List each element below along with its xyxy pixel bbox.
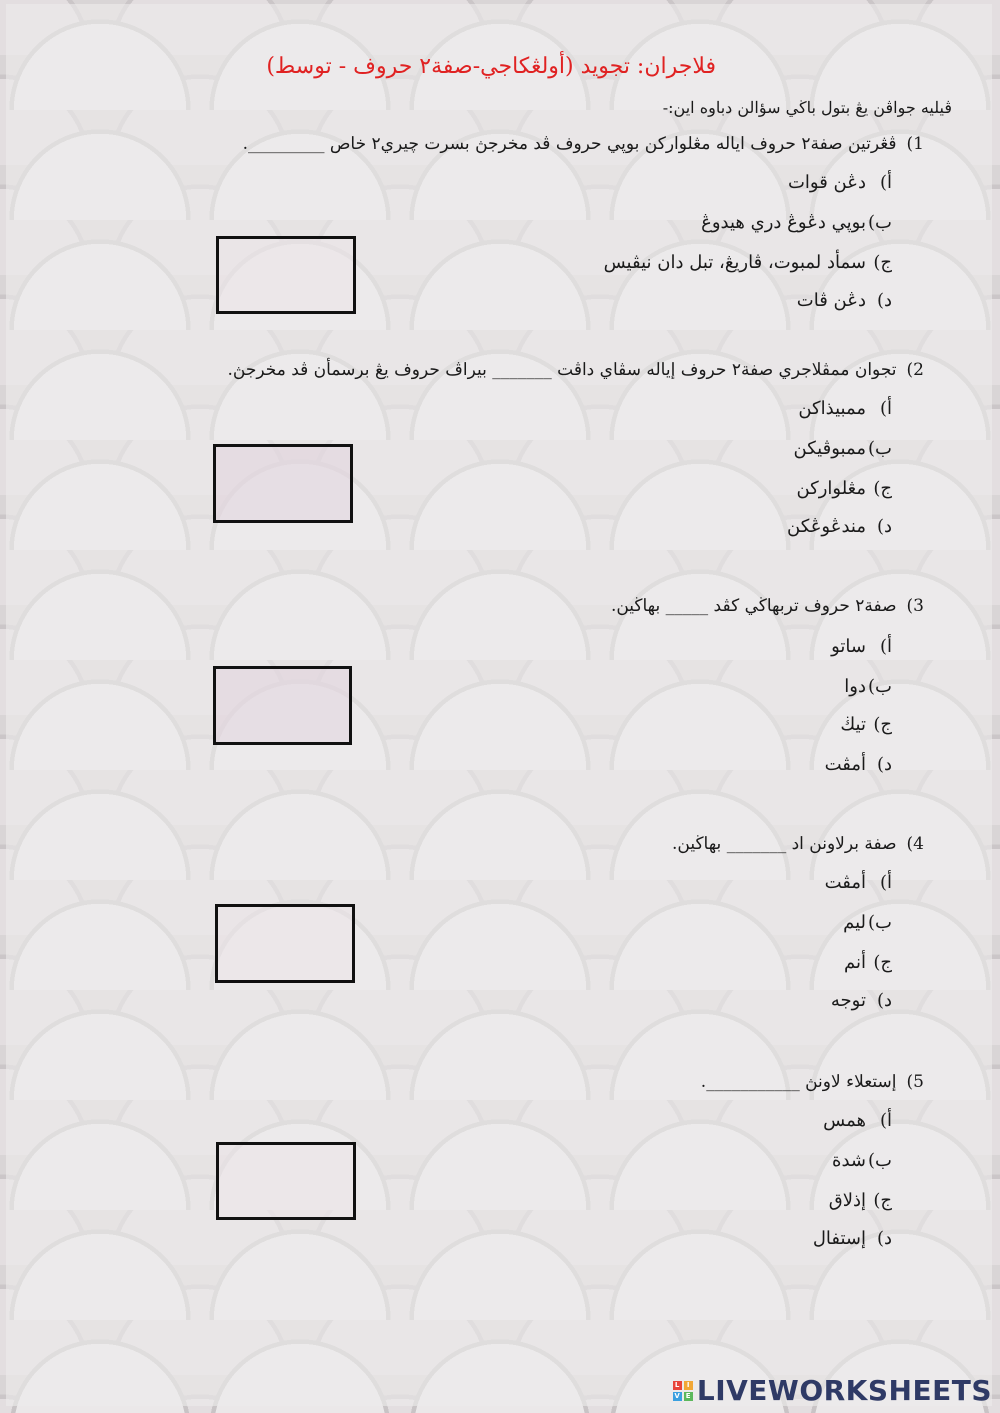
question-number: 1) <box>906 134 924 154</box>
option-q4-b <box>843 912 892 933</box>
option-letter: ج) <box>873 1190 892 1211</box>
option-q3-a <box>831 636 892 657</box>
option-text: توجه <box>830 990 866 1011</box>
option-q2-c <box>796 478 892 499</box>
option-letter: ج) <box>873 478 892 499</box>
option-q2-b <box>794 438 892 459</box>
logo-icon <box>673 1381 693 1401</box>
option-text: همس <box>823 1110 866 1131</box>
option-letter: ب) <box>868 676 892 697</box>
question-3 <box>611 596 924 616</box>
question-text: صفة برلاونن اد _______ بهاڬين. <box>671 834 897 854</box>
option-q3-d <box>825 754 892 775</box>
option-text: مڠلواركن <box>796 478 866 499</box>
option-letter: د) <box>876 516 892 537</box>
option-q5-a <box>823 1110 892 1131</box>
question-text: إستعلاء لاونڽ ___________. <box>700 1072 897 1092</box>
option-text: شدة <box>832 1150 866 1171</box>
option-letter: أ) <box>879 172 892 193</box>
option-text: أمڤت <box>824 872 866 893</box>
option-q5-c <box>829 1190 892 1211</box>
question-number: 3) <box>906 596 924 616</box>
option-letter: ب) <box>868 438 892 459</box>
option-text: دڠن قوات <box>787 172 866 193</box>
logo-cell: V <box>674 1391 681 1400</box>
option-letter: أ) <box>879 636 892 657</box>
worksheet-title: فلاجران: تجويد (أولڠكاجي-صفة٢ حروف - توسط) <box>266 54 716 79</box>
liveworksheets-logo <box>673 1374 992 1407</box>
question-number: 2) <box>906 360 924 380</box>
option-letter: أ) <box>879 398 892 419</box>
answer-box-3[interactable] <box>213 666 352 745</box>
option-text: ليم <box>843 912 866 933</box>
option-q4-c <box>844 952 892 973</box>
question-number: 5) <box>906 1072 924 1092</box>
question-text: صفة٢ حروف تربهاڬي كڤد _____ بهاڬين. <box>610 596 897 616</box>
option-text: ممبوڤيكن <box>793 438 866 459</box>
option-letter: ج) <box>873 952 892 973</box>
option-text: دوا <box>844 676 866 697</box>
option-text: مندڠوڠكن <box>787 516 866 537</box>
option-text: سمأد لمبوت، ڤاريڠ، تبل دان نيڤيس <box>603 252 866 273</box>
option-q2-a <box>798 398 892 419</box>
option-q4-d <box>831 990 892 1011</box>
logo-cell: I <box>684 1381 693 1390</box>
question-number: 4) <box>906 834 924 854</box>
answer-box-4[interactable] <box>215 904 355 983</box>
option-letter: أ) <box>879 1110 892 1131</box>
answer-box-1[interactable] <box>216 236 356 314</box>
option-letter: د) <box>876 990 892 1011</box>
logo-cell: E <box>685 1391 692 1400</box>
answer-box-5[interactable] <box>216 1142 356 1220</box>
option-text: ممبيذاكن <box>798 398 866 419</box>
option-letter: ب) <box>868 1150 892 1171</box>
option-q4-a <box>825 872 892 893</box>
option-letter: ب) <box>868 212 892 233</box>
option-text: أنم <box>844 952 866 973</box>
option-letter: د) <box>876 1228 892 1249</box>
option-text: بوڽي دڠوڠ دري هيدوڠ <box>701 212 866 233</box>
option-text: إستفال <box>812 1228 866 1249</box>
option-q3-c <box>840 714 892 735</box>
question-5 <box>701 1072 924 1092</box>
option-text: دڠن ڤات <box>796 290 866 311</box>
brand-name: LIVEWORKSHEETS <box>696 1374 992 1407</box>
option-text: أمڤت <box>824 754 866 775</box>
answer-box-2[interactable] <box>213 444 353 523</box>
option-q1-a <box>788 172 892 193</box>
option-text: ساتو <box>831 636 866 657</box>
question-2 <box>228 360 924 380</box>
option-letter: د) <box>876 290 892 311</box>
option-letter: ب) <box>868 912 892 933</box>
question-4 <box>672 834 924 854</box>
option-letter: ج) <box>873 252 892 273</box>
option-letter: ج) <box>873 714 892 735</box>
option-q5-d <box>813 1228 892 1249</box>
instructions: ڤيليه جواڤن يڠ بتول باڬي سؤالن دباوه اين:- <box>662 98 952 117</box>
option-q5-b <box>832 1150 892 1171</box>
option-q1-c <box>604 252 892 273</box>
option-text: إذلاق <box>828 1190 866 1211</box>
option-letter: أ) <box>879 872 892 893</box>
question-1 <box>243 134 924 154</box>
option-letter: د) <box>876 754 892 775</box>
question-text: ڤڠرتين صفة٢ حروف اياله مڠلواركن بوڽي حروف ڤد مخرجڽ بسرت چيري٢ خاص _________. <box>242 134 897 154</box>
option-q1-b <box>701 212 892 233</box>
option-q3-b <box>844 676 892 697</box>
option-text: تيڬ <box>840 714 866 735</box>
option-q2-d <box>787 516 892 537</box>
option-q1-d <box>797 290 892 311</box>
question-text: تجوان ممڤلاجري صفة٢ حروف إياله سڤاي داڤت _______ بيراڤ حروف يڠ برسمأن ڤد مخرجڽ. <box>227 360 897 380</box>
logo-cell: L <box>673 1381 682 1390</box>
